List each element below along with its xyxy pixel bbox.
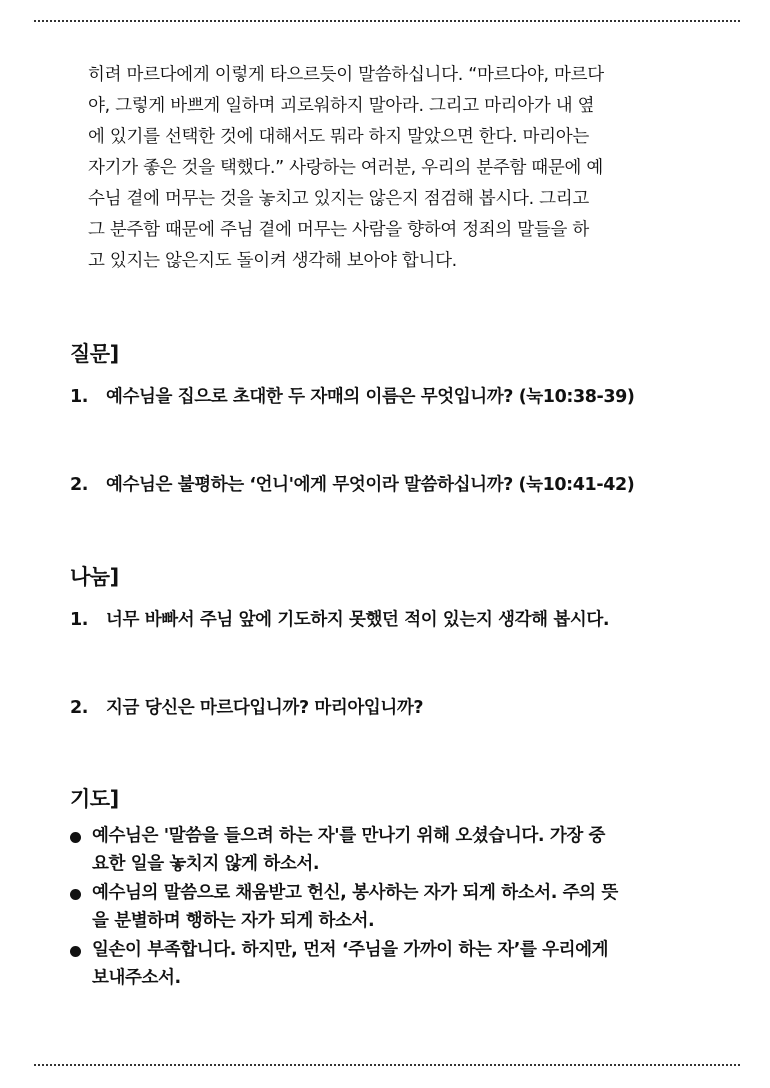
question-item [70, 383, 635, 408]
prayer-list [70, 822, 720, 993]
item-text: 지금 당신은 마르다입니까? 마리아입니까? [106, 698, 424, 718]
bullet-icon [70, 946, 81, 957]
intro-paragraph [88, 60, 708, 277]
bullet-icon [70, 832, 81, 843]
bottom-divider [34, 1064, 740, 1066]
item-text: 예수님은 불평하는 ‘언니'에게 무엇이라 말씀하십니까? (눅10:41-42) [106, 475, 635, 495]
intro-line: 에 있기를 선택한 것에 대해서도 뭐라 하지 말았으면 한다. 마리아는 [88, 127, 589, 147]
bullet-icon [70, 889, 81, 900]
prayer-line: 요한 일을 놓치지 않게 하소서. [92, 854, 320, 874]
item-number: 1. [70, 610, 89, 630]
intro-line: 수님 곁에 머무는 것을 놓치고 있지는 않은지 점검해 봅시다. 그리고 [88, 189, 589, 209]
sharing-item [70, 694, 423, 719]
question-item [70, 471, 634, 496]
prayer-line: 을 분별하며 행하는 자가 되게 하소서. [92, 911, 375, 931]
prayer-item [70, 879, 720, 935]
prayer-line: 예수님의 말씀으로 채움받고 헌신, 봉사하는 자가 되게 하소서. 주의 뜻 [92, 883, 618, 903]
item-number: 2. [70, 698, 89, 718]
intro-line: 고 있지는 않은지도 돌이켜 생각해 보아야 합니다. [88, 251, 457, 271]
item-text: 너무 바빠서 주님 앞에 기도하지 못했던 적이 있는지 생각해 봅시다. [106, 610, 610, 630]
questions-heading: 질문] [70, 342, 119, 366]
item-text: 예수님을 집으로 초대한 두 자매의 이름은 무엇입니까? (눅10:38-39) [106, 387, 635, 407]
prayer-line: 일손이 부족합니다. 하지만, 먼저 ‘주님을 가까이 하는 자’를 우리에게 [92, 940, 609, 960]
item-number: 2. [70, 475, 89, 495]
prayer-line: 예수님은 '말씀을 들으려 하는 자'를 만나기 위해 오셨습니다. 가장 중 [92, 826, 606, 846]
intro-line: 자기가 좋은 것을 택했다.” 사랑하는 여러분, 우리의 분주함 때문에 예 [88, 158, 603, 178]
item-number: 1. [70, 387, 89, 407]
intro-line: 그 분주함 때문에 주님 곁에 머무는 사람을 향하여 정죄의 말들을 하 [88, 220, 589, 240]
sharing-item [70, 606, 609, 631]
prayer-line: 보내주소서. [92, 968, 181, 988]
top-divider [34, 20, 740, 22]
prayer-heading: 기도] [70, 787, 119, 811]
prayer-item [70, 822, 720, 878]
prayer-item [70, 936, 720, 992]
intro-line: 히려 마르다에게 이렇게 타으르듯이 말씀하십니다. “마르다야, 마르다 [88, 65, 604, 85]
intro-line: 야, 그렇게 바쁘게 일하며 괴로워하지 말아라. 그리고 마리아가 내 옆 [88, 96, 595, 116]
sharing-heading: 나눔] [70, 565, 119, 589]
